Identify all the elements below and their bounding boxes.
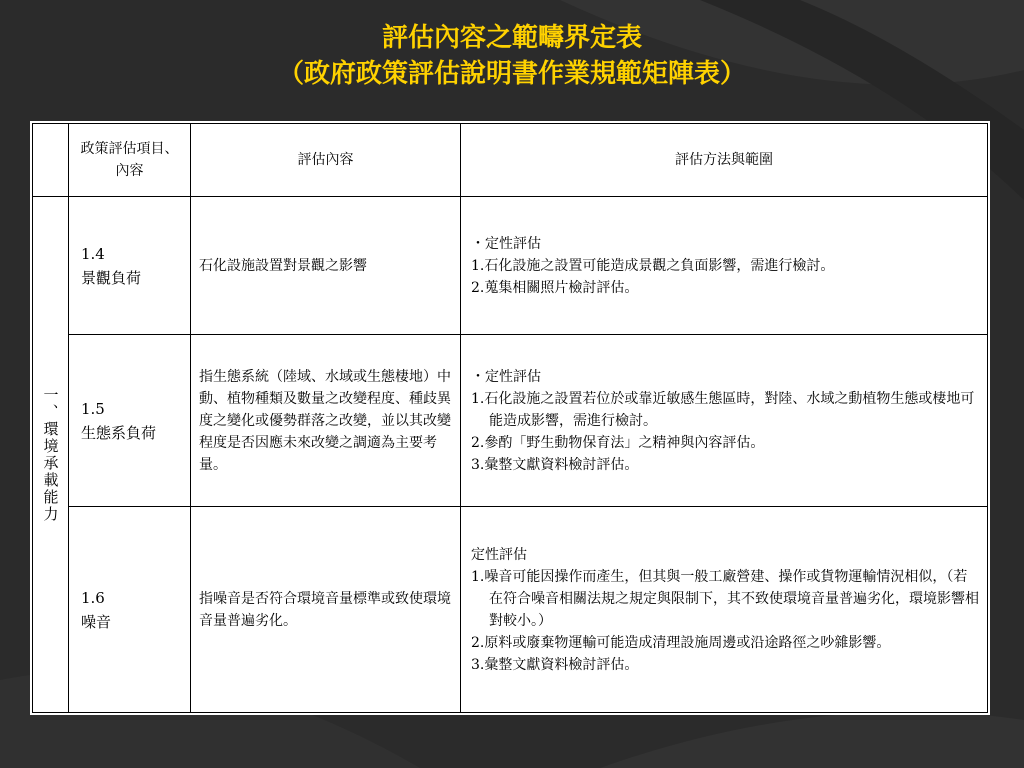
method-item: 3.彙整文獻資料檢討評估。	[471, 656, 639, 673]
header-blank	[33, 124, 69, 197]
table-row	[33, 507, 988, 713]
method-item: 2.參酌「野生動物保育法」之精神與內容評估。	[471, 434, 765, 451]
method-item: 2.蒐集相關照片檢討評估。	[471, 279, 639, 296]
item-cell	[69, 197, 191, 335]
method-cell	[461, 507, 988, 713]
method-lead: ・定性評估	[471, 368, 541, 385]
method-item: 1.石化設施之設置可能造成景觀之負面影響，需進行檢討。	[471, 257, 835, 274]
content-cell: 石化設施設置對景觀之影響	[191, 197, 461, 335]
item-code: 1.4	[81, 244, 105, 263]
category-cell: 一、環境承載能力	[33, 197, 69, 713]
header-method: 評估方法與範圍	[461, 124, 988, 197]
matrix-table-container	[30, 121, 990, 715]
item-cell	[69, 507, 191, 713]
table-header-row	[33, 124, 988, 197]
method-lead: 定性評估	[471, 546, 527, 563]
item-name: 噪音	[81, 612, 112, 631]
header-content: 評估內容	[191, 124, 461, 197]
method-item: 1.噪音可能因操作而產生，但其與一般工廠營建、操作或貨物運輸情況相似，（若在符合噪音相關法規之規定與限制下，其不致使環境音量普遍劣化，環境影響相對較小。）	[471, 568, 979, 629]
content-cell: 指噪音是否符合環境音量標準或致使環境音量普遍劣化。	[191, 507, 461, 713]
method-cell	[461, 197, 988, 335]
item-name: 生態系負荷	[81, 423, 157, 442]
method-cell	[461, 335, 988, 507]
item-name: 景觀負荷	[81, 268, 142, 287]
title-line-1: 評估內容之範疇界定表	[381, 23, 642, 53]
item-code: 1.6	[81, 588, 105, 607]
table-row	[33, 197, 988, 335]
slide-title	[0, 20, 1024, 92]
method-item: 1.石化設施之設置若位於或靠近敏感生態區時，對陸、水域之動植物生態或棲地可能造成影響，需進行檢討。	[471, 390, 975, 429]
method-lead: ・定性評估	[471, 235, 541, 252]
table-row	[33, 335, 988, 507]
item-code: 1.5	[81, 399, 105, 418]
content-cell: 指生態系統（陸域、水域或生態棲地）中動、植物種類及數量之改變程度、種歧異度之變化或優勢群落之改變，並以其改變程度是否因應未來改變之調適為主要考量。	[191, 335, 461, 507]
method-item: 2.原料或廢棄物運輸可能造成清理設施周邊或沿途路徑之吵雜影響。	[471, 634, 891, 651]
item-cell	[69, 335, 191, 507]
title-line-2: （政府政策評估說明書作業規範矩陣表）	[277, 59, 746, 89]
matrix-table	[32, 123, 988, 713]
header-item: 政策評估項目、內容	[69, 124, 191, 197]
method-item: 3.彙整文獻資料檢討評估。	[471, 456, 639, 473]
